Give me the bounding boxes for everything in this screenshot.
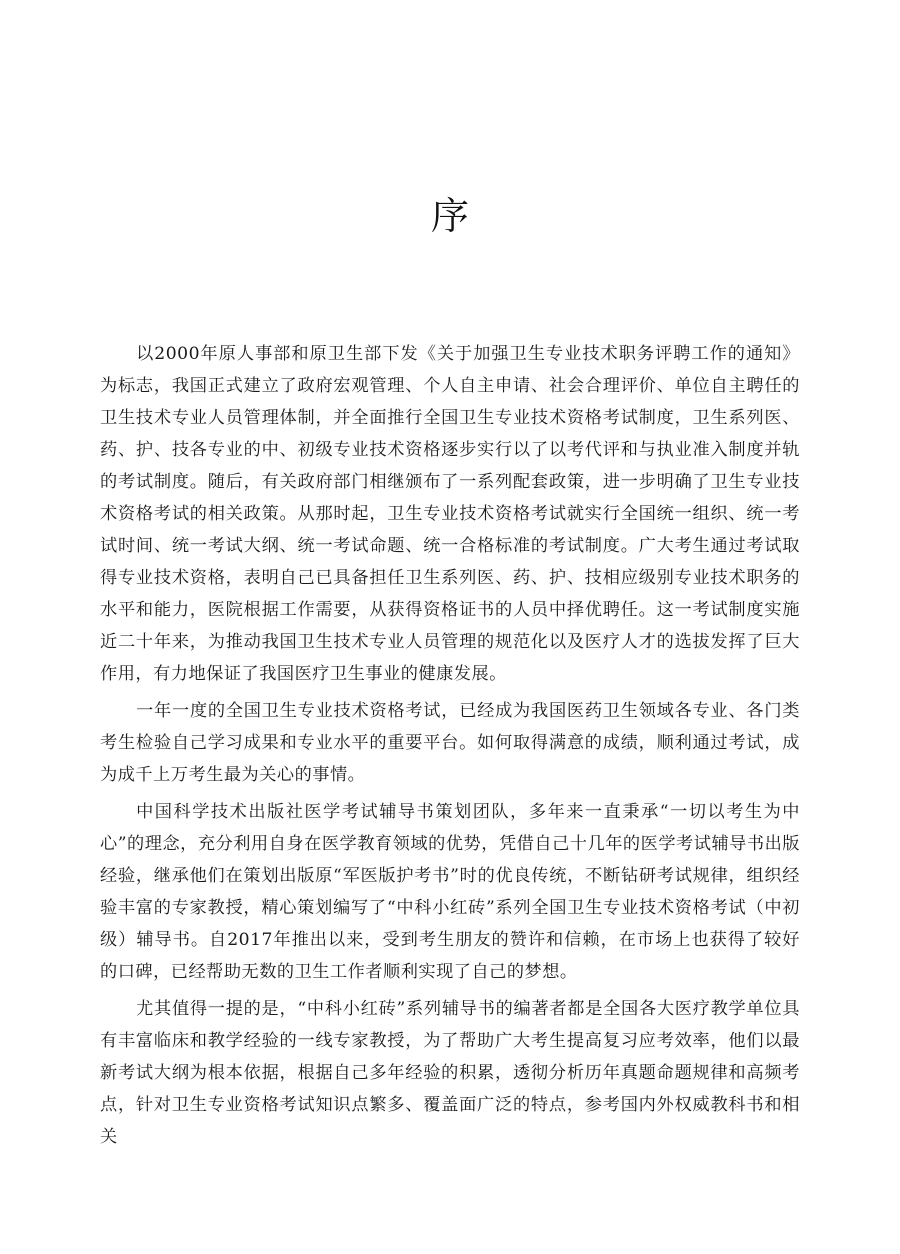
paragraph-3: 中国科学技术出版社医学考试辅导书策划团队，多年来一直秉承“一切以考生为中心”的理念，充分利用自身在医学教育领域的优势，凭借自己十几年的医学考试辅导书出版经验，继承他们在策划出版原“军医版护考书”时的优良传统，不断钻研考试规律，组织经验丰富的专家教授，精心策划编写了“中科小红砖”系列全国卫生专业技术资格考试（中初级）辅导书。自2017年推出以来，受到考生朋友的赞许和信赖，在市场上也获得了较好的口碑，已经帮助无数的卫生工作者顺利实现了自己的梦想。 xyxy=(100,802,800,982)
paragraph-1: 以2000年原人事部和原卫生部下发《关于加强卫生专业技术职务评聘工作的通知》为标志，我国正式建立了政府宏观管理、个人自主申请、社会合理评价、单位自主聘任的卫生技术专业人员管理体制，并全面推行全国卫生专业技术资格考试制度，卫生系列医、药、护、技各专业的中、初级专业技术资格逐步实行以了以考代评和与执业准入制度并轨的考试制度。随后，有关政府部门相继颁布了一系列配套政策，进一步明确了卫生专业技术资格考试的相关政策。从那时起，卫生专业技术资格考试就实行全国统一组织、统一考试时间、统一考试大纲、统一考试命题、统一合格标准的考试制度。广大考生通过考试取得专业技术资格，表明自己已具备担任卫生系列医、药、护、技相应级别专业技术职务的水平和能力，医院根据工作需要，从获得资格证书的人员中择优聘任。这一考试制度实施近二十年来，为推动我国卫生技术专业人员管理的规范化以及医疗人才的选拔发挥了巨大作用，有力地保证了我国医疗卫生事业的健康发展。 xyxy=(100,344,800,684)
preface-body xyxy=(100,338,800,1158)
page-title: 序 xyxy=(430,194,469,238)
paragraph-4: 尤其值得一提的是，“中科小红砖”系列辅导书的编著者都是全国各大医疗教学单位具有丰富临床和教学经验的一线专家教授，为了帮助广大考生提高复习应考效率，他们以最新考试大纲为根本依据，根据自己多年经验的积累，透彻分析历年真题命题规律和高频考点，针对卫生专业资格考试知识点繁多、覆盖面广泛的特点，参考国内外权威教科书和相关 xyxy=(100,999,800,1147)
paragraph-2: 一年一度的全国卫生专业技术资格考试，已经成为我国医药卫生领域各专业、各门类考生检验自己学习成果和专业水平的重要平台。如何取得满意的成绩，顺利通过考试，成为成千上万考生最为关心的事情。 xyxy=(100,701,800,785)
